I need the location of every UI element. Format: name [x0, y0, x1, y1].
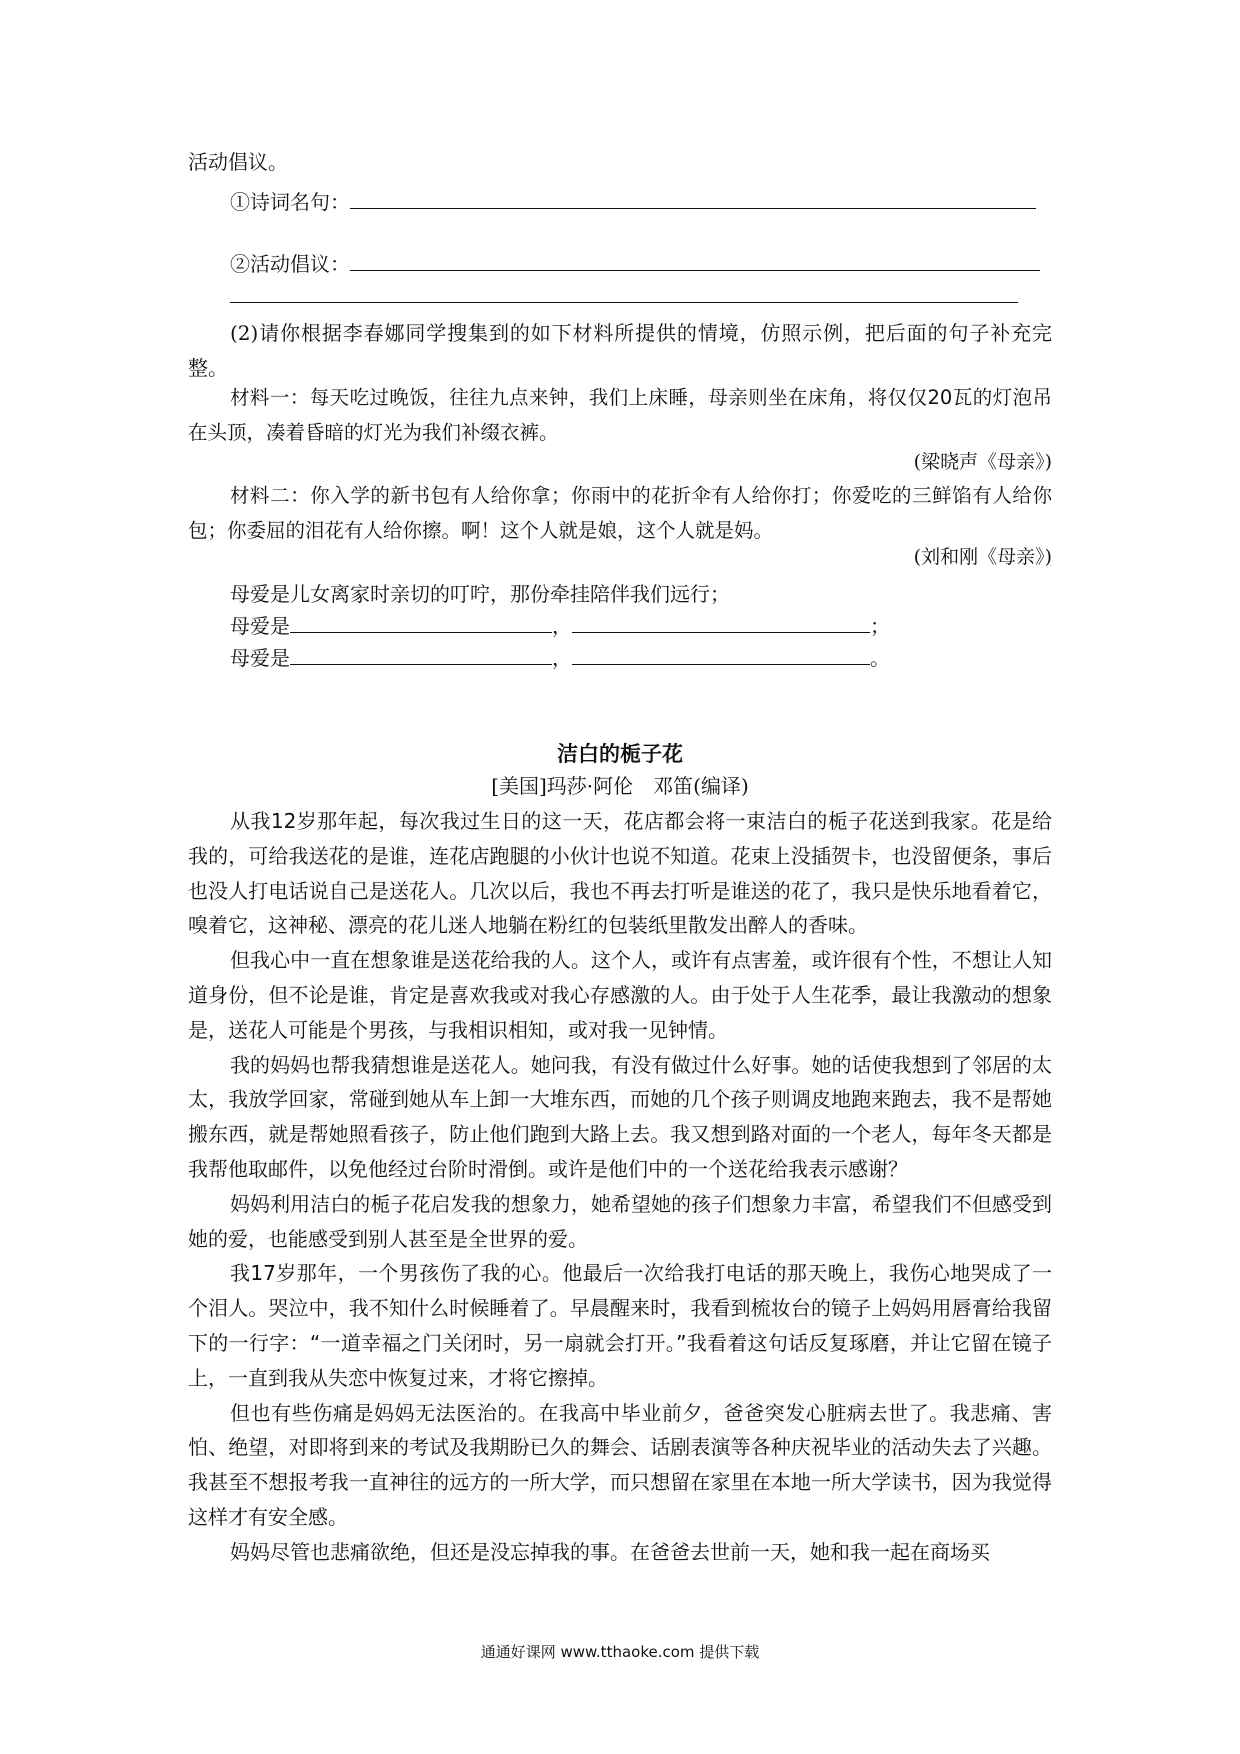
source-1: (梁晓声《母亲》): [913, 451, 1052, 473]
answer-blank-2a[interactable]: [350, 248, 1040, 271]
material-2-text: 材料二：你入学的新书包有人给你拿；你雨中的花折伞有人给你打；你爱吃的三鲜馅有人给你包；你委屈的泪花有人给你擦。啊！这个人就是娘，这个人就是妈。: [188, 484, 1052, 542]
question-part-2: [188, 316, 1052, 386]
fill-comma: ，: [552, 614, 572, 638]
fill-end-semicolon: ；: [870, 614, 890, 638]
article-body: [188, 804, 1052, 1570]
question-2-row: [230, 248, 1040, 280]
question-1-label: ①诗词名句：: [230, 190, 350, 214]
material-1-text: 材料一：每天吃过晚饭，往往九点来钟，我们上床睡，母亲则坐在床角，将仅仅20瓦的灯泡吊在头顶，凑着昏暗的灯光为我们补缀衣裤。: [188, 386, 1052, 444]
article-title: 洁白的栀子花: [557, 742, 683, 766]
source-2: (刘和刚《母亲》): [913, 546, 1052, 568]
fill-blank-2b[interactable]: [572, 642, 870, 665]
article-paragraph: 妈妈尽管也悲痛欲绝，但还是没忘掉我的事。在爸爸去世前一天，她和我一起在商场买: [230, 1539, 990, 1564]
fill-blank-1b[interactable]: [572, 610, 870, 633]
fill-prefix: 母爱是: [230, 646, 290, 670]
question-part-2-text: (2)请你根据李春娜同学搜集到的如下材料所提供的情境，仿照示例，把后面的句子补充完整。: [188, 321, 1052, 380]
question-2-label: ②活动倡议：: [230, 252, 350, 276]
page-footer: 通通好课网 www.tthaoke.com 提供下载: [480, 1643, 760, 1661]
fill-comma: ，: [552, 646, 572, 670]
article-paragraph: 但我心中一直在想象谁是送花给我的人。这个人，或许有点害羞，或许很有个性，不想让人知道身份，但不论是谁，肯定是喜欢我或对我心存感激的人。由于处于人生花季，最让我激动的想象是，送花人可能是个男孩，与我相识相知，或对我一见钟情。: [188, 948, 1052, 1042]
fill-prefix: 母爱是: [230, 614, 290, 638]
answer-blank-1[interactable]: [350, 186, 1036, 209]
question-1-row: [230, 186, 1036, 218]
fill-row-2: [230, 642, 890, 674]
fill-blank-1a[interactable]: [290, 610, 552, 633]
continued-text: 活动倡议。: [188, 150, 288, 174]
question-2-row-2: [230, 280, 1018, 312]
article-paragraph: 妈妈利用洁白的栀子花启发我的想象力，她希望她的孩子们想象力丰富，希望我们不但感受到她的爱，也能感受到别人甚至是全世界的爱。: [188, 1191, 1052, 1251]
fill-blank-2a[interactable]: [290, 642, 552, 665]
article-paragraph: 从我12岁那年起，每次我过生日的这一天，花店都会将一束洁白的栀子花送到我家。花是给我的，可给我送花的是谁，连花店跑腿的小伙计也说不知道。花束上没插贺卡，也没留便条，事后也没人打电话说自己是送花人。几次以后，我也不再去打听是谁送的花了，我只是快乐地看着它，嗅着它，这神秘、漂亮的花儿迷人地躺在粉红的包装纸里散发出醉人的香味。: [188, 809, 1052, 938]
material-2: [188, 478, 1052, 548]
answer-blank-2b[interactable]: [230, 280, 1018, 303]
article-paragraph: 我的妈妈也帮我猜想谁是送花人。她问我，有没有做过什么好事。她的话使我想到了邻居的太太，我放学回家，常碰到她从车上卸一大堆东西，而她的几个孩子则调皮地跑来跑去，我不是帮她搬东西，就是帮她照看孩子，防止他们跑到大路上去。我又想到路对面的一个老人，每年冬天都是我帮他取邮件，以免他经过台阶时滑倒。或许是他们中的一个送花给我表示感谢？: [188, 1052, 1052, 1181]
fill-row-1: [230, 610, 890, 642]
article-paragraph: 我17岁那年，一个男孩伤了我的心。他最后一次给我打电话的那天晚上，我伤心地哭成了一个泪人。哭泣中，我不知什么时候睡着了。早晨醒来时，我看到梳妆台的镜子上妈妈用唇膏给我留下的一行字：“一道幸福之门关闭时，另一扇就会打开。”我看着这句话反复琢磨，并让它留在镜子上，一直到我从失恋中恢复过来，才将它擦掉。: [188, 1261, 1052, 1390]
example-sentence: 母爱是儿女离家时亲切的叮咛，那份牵挂陪伴我们远行；: [230, 582, 730, 606]
article-paragraph: 但也有些伤痛是妈妈无法医治的。在我高中毕业前夕，爸爸突发心脏病去世了。我悲痛、害怕、绝望，对即将到来的考试及我期盼已久的舞会、话剧表演等各种庆祝毕业的活动失去了兴趣。我甚至不想报考我一直神往的远方的一所大学，而只想留在家里在本地一所大学读书，因为我觉得这样才有安全感。: [188, 1400, 1052, 1529]
material-1: [188, 380, 1052, 450]
article-byline: [美国]玛莎·阿伦 邓笛(编译): [491, 774, 749, 798]
fill-end-period: 。: [870, 646, 890, 670]
